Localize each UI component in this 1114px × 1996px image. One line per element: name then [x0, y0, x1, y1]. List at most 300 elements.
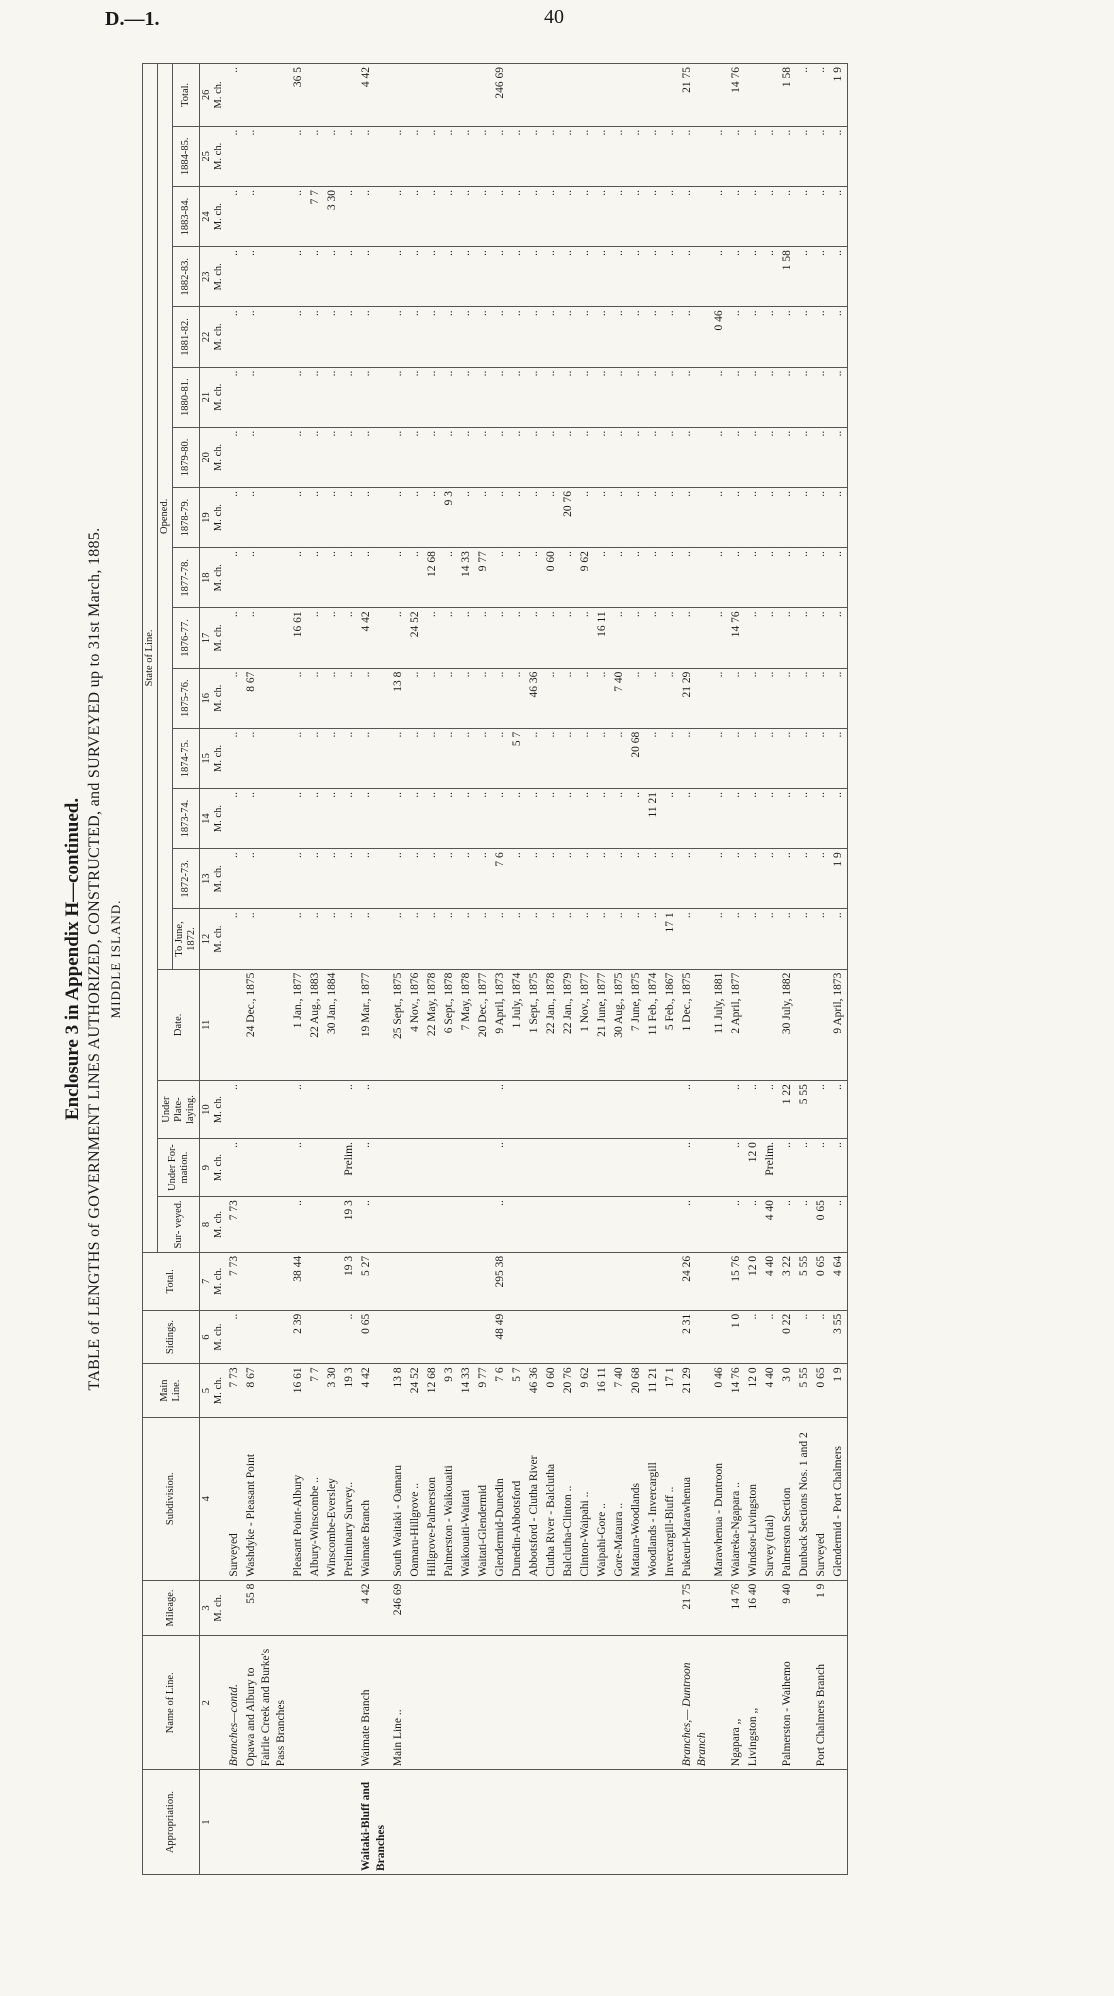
opened-period-cell: .. — [560, 849, 577, 909]
total-cell — [458, 1252, 475, 1310]
under-formation-cell — [628, 1139, 645, 1197]
surveyed-cell: .. — [830, 1197, 848, 1253]
opened-period-cell: .. — [441, 186, 458, 246]
opened-period-cell: .. — [679, 186, 711, 246]
total-cell — [441, 1252, 458, 1310]
opened-period-cell: .. — [560, 427, 577, 487]
main-line-cell: 4 40 — [762, 1364, 779, 1418]
total-cell — [526, 1252, 543, 1310]
opened-period-cell: .. — [307, 367, 324, 427]
surveyed-cell — [458, 1197, 475, 1253]
opened-period-cell: .. — [358, 367, 390, 427]
header-period: 1874-75. — [173, 728, 200, 788]
opened-period-cell: .. — [560, 668, 577, 728]
under-platelaying-cell — [526, 1081, 543, 1139]
header-period: 1884-85. — [173, 126, 200, 186]
mileage-cell — [526, 1580, 543, 1636]
opened-period-cell: .. — [594, 367, 611, 427]
mileage-cell — [711, 1580, 728, 1636]
line-name-cell — [441, 1636, 458, 1770]
surveyed-cell: 7 73 — [226, 1197, 243, 1253]
subdivision-cell: Clutha River - Balclutha — [543, 1417, 560, 1580]
table-row — [728, 64, 745, 1875]
opened-period-cell: .. — [830, 367, 848, 427]
opened-period-cell — [407, 64, 424, 127]
under-platelaying-cell — [424, 1081, 441, 1139]
total-cell: 4 40 — [762, 1252, 779, 1310]
under-platelaying-cell — [645, 1081, 662, 1139]
table-row — [711, 64, 728, 1875]
under-formation-cell — [560, 1139, 577, 1197]
column-number — [200, 1081, 227, 1139]
opened-period-cell: .. — [324, 247, 341, 307]
opened-period-cell: .. — [341, 487, 358, 547]
opened-period-cell: .. — [441, 126, 458, 186]
main-line-cell: 5 7 — [509, 1364, 526, 1418]
opened-period-cell: .. — [594, 307, 611, 367]
total-cell — [390, 1252, 407, 1310]
opened-period-cell: .. — [475, 608, 492, 668]
sidings-cell — [243, 1310, 290, 1364]
mileage-cell — [628, 1580, 645, 1636]
rotated-table-sheet — [62, 33, 1102, 1885]
line-name-cell — [796, 1636, 813, 1770]
sidings-cell: .. — [762, 1310, 779, 1364]
opened-period-cell: .. — [424, 668, 441, 728]
date-cell: 1 Sept., 1875 — [526, 969, 543, 1081]
opened-period-cell: .. — [424, 728, 441, 788]
table-row — [226, 64, 243, 1875]
opened-period-cell: .. — [611, 126, 628, 186]
total-cell — [645, 1252, 662, 1310]
total-cell: 5 55 — [796, 1252, 813, 1310]
sidings-cell — [509, 1310, 526, 1364]
table-row — [407, 64, 424, 1875]
sidings-cell — [390, 1310, 407, 1364]
opened-period-cell: .. — [830, 548, 848, 608]
appropriation-cell — [745, 1770, 762, 1875]
opened-period-cell: .. — [290, 548, 307, 608]
appropriation-cell — [711, 1770, 728, 1875]
opened-period-cell: .. — [358, 307, 390, 367]
main-line-cell: 4 42 — [358, 1364, 390, 1418]
opened-period-cell: .. — [728, 788, 745, 848]
opened-period-cell: .. — [679, 548, 711, 608]
opened-period-cell: .. — [711, 788, 728, 848]
appropriation-cell — [679, 1770, 711, 1875]
opened-period-cell: .. — [407, 186, 424, 246]
opened-period-cell: .. — [324, 427, 341, 487]
column-number — [200, 909, 227, 969]
under-formation-cell — [611, 1139, 628, 1197]
under-platelaying-cell — [307, 1081, 324, 1139]
opened-period-cell: .. — [628, 427, 645, 487]
opened-period-cell — [628, 64, 645, 127]
under-platelaying-cell: .. — [830, 1081, 848, 1139]
opened-period-cell: .. — [662, 247, 679, 307]
column-number — [200, 1636, 227, 1770]
appropriation-cell — [324, 1770, 341, 1875]
surveyed-cell — [324, 1197, 341, 1253]
opened-period-cell: .. — [628, 608, 645, 668]
mileage-cell — [662, 1580, 679, 1636]
opened-period-cell: .. — [813, 247, 830, 307]
subdivision-cell: Clinton-Waipahi .. — [577, 1417, 594, 1580]
under-platelaying-cell — [628, 1081, 645, 1139]
main-line-cell: 7 40 — [611, 1364, 628, 1418]
opened-period-cell: .. — [762, 909, 779, 969]
opened-period-cell: .. — [813, 728, 830, 788]
surveyed-cell: 0 65 — [813, 1197, 830, 1253]
opened-period-cell: .. — [324, 367, 341, 427]
column-number — [200, 668, 227, 728]
table-row — [441, 64, 458, 1875]
opened-period-cell: .. — [762, 186, 779, 246]
unit-label: M. ch. — [213, 1267, 224, 1295]
surveyed-cell: .. — [492, 1197, 509, 1253]
opened-period-cell: .. — [492, 247, 509, 307]
subdivision-cell: Gore-Mataura .. — [611, 1417, 628, 1580]
opened-period-cell: .. — [226, 186, 243, 246]
subdivision-cell: Invercargill-Bluff .. — [662, 1417, 679, 1580]
opened-period-cell: .. — [526, 909, 543, 969]
main-line-cell: 7 73 — [226, 1364, 243, 1418]
opened-period-cell: .. — [458, 186, 475, 246]
opened-period-cell: 20 68 — [628, 728, 645, 788]
opened-period-cell: .. — [645, 487, 662, 547]
opened-period-cell: .. — [813, 788, 830, 848]
column-number — [200, 1310, 227, 1364]
header-sidings: Sidings. — [143, 1310, 200, 1364]
appropriation-cell — [813, 1770, 830, 1875]
opened-period-cell: .. — [728, 487, 745, 547]
opened-period-cell: .. — [628, 849, 645, 909]
opened-period-cell: .. — [307, 608, 324, 668]
opened-period-cell: 9 77 — [475, 548, 492, 608]
opened-period-cell: .. — [628, 788, 645, 848]
opened-period-cell: .. — [407, 849, 424, 909]
subdivision-cell: Winscombe-Eversley — [324, 1417, 341, 1580]
opened-period-cell: .. — [475, 487, 492, 547]
header-period: 1880-81. — [173, 367, 200, 427]
unit-label: M. ch. — [213, 263, 224, 291]
opened-period-cell: .. — [779, 548, 796, 608]
opened-period-cell: .. — [594, 668, 611, 728]
sidings-cell — [424, 1310, 441, 1364]
opened-period-cell: 8 67 — [243, 668, 290, 728]
opened-period-cell: .. — [628, 126, 645, 186]
opened-period-cell: .. — [458, 367, 475, 427]
opened-period-cell: .. — [762, 307, 779, 367]
subdivision-cell: Surveyed — [813, 1417, 830, 1580]
sidings-cell — [560, 1310, 577, 1364]
total-cell: 24 26 — [679, 1252, 711, 1310]
mileage-cell — [407, 1580, 424, 1636]
column-number — [200, 1252, 227, 1310]
total-cell — [611, 1252, 628, 1310]
unit-label: M. ch. — [213, 1594, 224, 1622]
opened-period-cell: .. — [745, 186, 762, 246]
table-row — [526, 64, 543, 1875]
opened-period-cell: .. — [711, 728, 728, 788]
main-line-cell: 0 46 — [711, 1364, 728, 1418]
opened-period-cell: 24 52 — [407, 608, 424, 668]
table-row — [543, 64, 560, 1875]
opened-period-cell: .. — [611, 548, 628, 608]
opened-period-cell: .. — [424, 909, 441, 969]
opened-period-cell: 21 29 — [679, 668, 711, 728]
mileage-cell: 55 8 — [243, 1580, 290, 1636]
sidings-cell: 2 31 — [679, 1310, 711, 1364]
opened-period-cell — [475, 64, 492, 127]
sidings-cell: 48 49 — [492, 1310, 509, 1364]
under-platelaying-cell — [560, 1081, 577, 1139]
total-cell: 4 64 — [830, 1252, 848, 1310]
opened-period-cell: .. — [662, 668, 679, 728]
opened-period-cell: .. — [341, 307, 358, 367]
opened-period-cell: .. — [543, 186, 560, 246]
date-cell: 5 Feb., 1867 — [662, 969, 679, 1081]
opened-period-cell: .. — [324, 849, 341, 909]
surveyed-cell — [577, 1197, 594, 1253]
opened-period-cell: .. — [226, 668, 243, 728]
opened-period-cell: .. — [226, 909, 243, 969]
mileage-cell — [492, 1580, 509, 1636]
main-line-cell: 9 62 — [577, 1364, 594, 1418]
surveyed-cell: .. — [796, 1197, 813, 1253]
sidings-cell — [441, 1310, 458, 1364]
opened-period-cell: .. — [679, 307, 711, 367]
appropriation-cell — [779, 1770, 796, 1875]
column-number-label: 12 — [201, 933, 212, 945]
surveyed-cell — [611, 1197, 628, 1253]
table-row — [424, 64, 441, 1875]
opened-period-cell: .. — [645, 728, 662, 788]
main-line-cell: 24 52 — [407, 1364, 424, 1418]
opened-period-cell: .. — [577, 427, 594, 487]
total-cell: 7 73 — [226, 1252, 243, 1310]
opened-period-cell — [243, 64, 290, 127]
opened-period-cell: .. — [509, 307, 526, 367]
opened-period-cell: .. — [813, 64, 830, 127]
opened-period-cell: .. — [341, 427, 358, 487]
mileage-cell — [424, 1580, 441, 1636]
surveyed-cell: 19 3 — [341, 1197, 358, 1253]
appropriation-cell — [796, 1770, 813, 1875]
opened-period-cell: .. — [711, 186, 728, 246]
opened-period-cell: .. — [594, 849, 611, 909]
opened-period-cell: 17 1 — [662, 909, 679, 969]
opened-period-cell: .. — [424, 608, 441, 668]
opened-period-cell: .. — [543, 668, 560, 728]
column-number-label: 19 — [201, 512, 212, 523]
under-platelaying-cell — [243, 1081, 290, 1139]
opened-period-cell: .. — [762, 788, 779, 848]
surveyed-cell — [475, 1197, 492, 1253]
under-formation-cell — [577, 1139, 594, 1197]
opened-period-cell: .. — [679, 247, 711, 307]
opened-period-cell: .. — [290, 247, 307, 307]
main-line-cell: 21 29 — [679, 1364, 711, 1418]
subdivision-cell: Palmerston Section — [779, 1417, 796, 1580]
subdivision-cell: Waitati-Glendermid — [475, 1417, 492, 1580]
opened-period-cell: .. — [290, 186, 307, 246]
opened-period-cell: .. — [762, 849, 779, 909]
opened-period-cell: .. — [745, 307, 762, 367]
under-formation-cell: .. — [492, 1139, 509, 1197]
under-platelaying-cell — [407, 1081, 424, 1139]
surveyed-cell: .. — [779, 1197, 796, 1253]
sidings-cell — [543, 1310, 560, 1364]
opened-period-cell: .. — [813, 367, 830, 427]
sidings-cell: .. — [341, 1310, 358, 1364]
opened-period-cell: .. — [779, 186, 796, 246]
opened-period-cell: .. — [762, 427, 779, 487]
opened-period-cell: .. — [813, 427, 830, 487]
column-number-label: 13 — [201, 873, 212, 885]
opened-period-cell: .. — [441, 728, 458, 788]
sidings-cell — [475, 1310, 492, 1364]
opened-period-cell: .. — [762, 608, 779, 668]
opened-period-cell — [560, 64, 577, 127]
opened-period-cell: .. — [458, 668, 475, 728]
surveyed-cell: .. — [290, 1197, 307, 1253]
under-formation-cell — [458, 1139, 475, 1197]
opened-period-cell: .. — [543, 427, 560, 487]
sidings-cell: .. — [813, 1310, 830, 1364]
date-cell — [341, 969, 358, 1081]
appropriation-cell — [407, 1770, 424, 1875]
under-formation-cell — [543, 1139, 560, 1197]
opened-period-cell: .. — [745, 849, 762, 909]
unit-label: M. ch. — [213, 1210, 224, 1238]
surveyed-cell — [307, 1197, 324, 1253]
opened-period-cell: .. — [341, 668, 358, 728]
header-name-of-line: Name of Line. — [143, 1636, 200, 1770]
opened-period-cell: .. — [526, 788, 543, 848]
subdivision-cell: Glendermid-Dunedin — [492, 1417, 509, 1580]
opened-period-cell: .. — [628, 487, 645, 547]
opened-period-cell: .. — [662, 427, 679, 487]
opened-period-cell: .. — [226, 849, 243, 909]
opened-period-cell: .. — [390, 367, 407, 427]
opened-period-cell: 7 40 — [611, 668, 628, 728]
opened-period-cell: .. — [830, 487, 848, 547]
mileage-cell — [458, 1580, 475, 1636]
opened-period-cell: .. — [243, 909, 290, 969]
opened-period-cell: 36 5 — [290, 64, 307, 127]
opened-period-cell: .. — [509, 427, 526, 487]
under-platelaying-cell: .. — [762, 1081, 779, 1139]
opened-period-cell: .. — [594, 788, 611, 848]
opened-period-cell: .. — [509, 487, 526, 547]
enclosure-title: Enclosure 3 in Appendix H—continued. — [62, 797, 83, 1121]
opened-period-cell: .. — [711, 668, 728, 728]
opened-period-cell: .. — [594, 427, 611, 487]
opened-period-cell: .. — [358, 788, 390, 848]
opened-period-cell: .. — [813, 668, 830, 728]
date-cell: 11 Feb., 1874 — [645, 969, 662, 1081]
opened-period-cell: .. — [728, 186, 745, 246]
opened-period-cell: .. — [226, 307, 243, 367]
opened-period-cell: .. — [830, 608, 848, 668]
column-number-label: 8 — [201, 1221, 212, 1228]
opened-period-cell: .. — [441, 367, 458, 427]
opened-period-cell: .. — [796, 668, 813, 728]
column-number — [200, 849, 227, 909]
opened-period-cell: .. — [390, 849, 407, 909]
surveyed-cell: .. — [745, 1197, 762, 1253]
opened-period-cell: .. — [407, 487, 424, 547]
opened-period-cell: .. — [390, 608, 407, 668]
subdivision-cell: Washdyke - Pleasant Point — [243, 1417, 290, 1580]
table-row — [560, 64, 577, 1875]
subdivision-cell: Balclutha-Clinton .. — [560, 1417, 577, 1580]
opened-period-cell: .. — [243, 788, 290, 848]
line-name-cell — [543, 1636, 560, 1770]
opened-period-cell: .. — [358, 247, 390, 307]
opened-period-cell: .. — [290, 909, 307, 969]
opened-period-cell: .. — [560, 788, 577, 848]
opened-period-cell: .. — [390, 307, 407, 367]
table-row — [577, 64, 594, 1875]
opened-period-cell: .. — [577, 668, 594, 728]
main-line-cell: 1 9 — [830, 1364, 848, 1418]
opened-period-cell: .. — [830, 728, 848, 788]
sidings-cell — [611, 1310, 628, 1364]
sidings-cell: 3 55 — [830, 1310, 848, 1364]
opened-period-cell: .. — [711, 909, 728, 969]
opened-period-cell: .. — [745, 487, 762, 547]
date-cell: 24 Dec., 1875 — [243, 969, 290, 1081]
surveyed-cell: .. — [728, 1197, 745, 1253]
mileage-cell — [577, 1580, 594, 1636]
surveyed-cell — [594, 1197, 611, 1253]
opened-period-cell: .. — [509, 668, 526, 728]
main-line-cell: 9 77 — [475, 1364, 492, 1418]
opened-period-cell: .. — [424, 487, 441, 547]
column-number — [200, 608, 227, 668]
line-name-cell: Branches,— Duntroon Branch — [679, 1636, 711, 1770]
table-row — [830, 64, 848, 1875]
total-cell — [662, 1252, 679, 1310]
opened-period-cell: .. — [728, 909, 745, 969]
line-name-cell — [594, 1636, 611, 1770]
opened-period-cell: .. — [813, 487, 830, 547]
table-row — [796, 64, 813, 1875]
date-cell: 11 July, 1881 — [711, 969, 728, 1081]
unit-label: M. ch. — [213, 383, 224, 411]
opened-period-cell: 11 21 — [645, 788, 662, 848]
column-number — [200, 728, 227, 788]
line-name-cell — [628, 1636, 645, 1770]
opened-period-cell: .. — [543, 728, 560, 788]
opened-period-cell: .. — [813, 909, 830, 969]
line-name-cell: Ngapara ,, — [728, 1636, 745, 1770]
opened-period-cell: .. — [526, 427, 543, 487]
opened-period-cell: .. — [390, 909, 407, 969]
main-line-cell: 20 76 — [560, 1364, 577, 1418]
header-period: 1882-83. — [173, 247, 200, 307]
opened-period-cell: 9 3 — [441, 487, 458, 547]
column-number — [200, 788, 227, 848]
subdivision-cell: Marawhenua - Duntroon — [711, 1417, 728, 1580]
date-cell: 22 Jan., 1879 — [560, 969, 577, 1081]
opened-period-cell: .. — [611, 788, 628, 848]
opened-period-cell: .. — [813, 608, 830, 668]
appropriation-cell — [611, 1770, 628, 1875]
line-name-cell — [290, 1636, 307, 1770]
